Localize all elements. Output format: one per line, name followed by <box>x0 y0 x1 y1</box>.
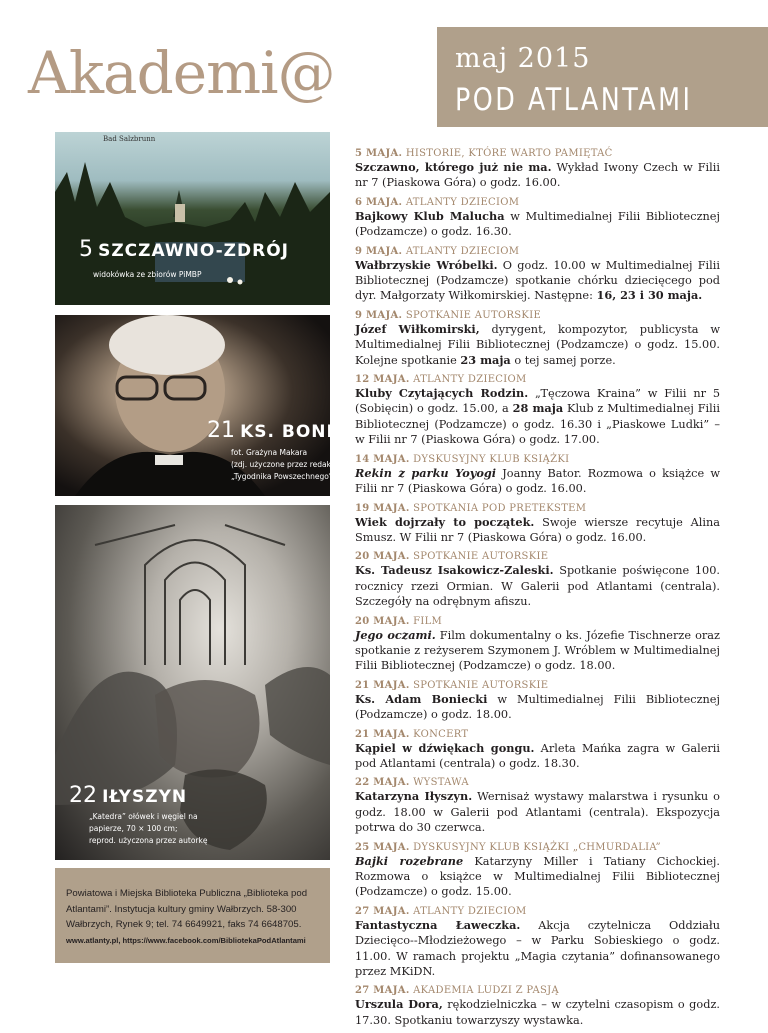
event-header <box>355 550 720 563</box>
event-header <box>355 841 720 854</box>
event-category: KONCERT <box>409 728 469 740</box>
photo-label-22 <box>69 783 187 808</box>
event-date: 25 MAJA. <box>355 841 410 853</box>
event-title: Urszula Dora, <box>355 997 443 1012</box>
event-header <box>355 728 720 741</box>
photo-number: 5 <box>79 237 93 262</box>
event-category: AKADEMIA LUDZI Z PASJĄ <box>409 985 559 997</box>
event-date: 20 MAJA. <box>355 615 410 627</box>
header-box <box>437 27 768 127</box>
event-item <box>355 550 720 609</box>
event-category: ATLANTY DZIECIOM <box>409 374 527 386</box>
event-title: Ks. Tadeusz Isakowicz-Zaleski. <box>355 563 554 578</box>
event-category: ATLANTY DZIECIOM <box>402 196 520 208</box>
event-date: 9 MAJA. <box>355 309 403 321</box>
event-description: Katarzyna Iłyszyn. Wernisaż wystawy malarstwa i rysunku o godz. 18.00 w Galerii pod Atlantami (centrala). Ekspozycja potrwa do 30 czerwca. <box>355 789 720 835</box>
event-date: 21 MAJA. <box>355 728 410 740</box>
event-category: ATLANTY DZIECIOM <box>402 245 520 257</box>
event-item <box>355 728 720 772</box>
event-header <box>355 679 720 692</box>
event-description: Józef Wiłkomirski, dyrygent, kompozytor, publicysta w Multimedialnej Filii Bibliotecznej (Podzamcze) o godz. 15.00. Kolejne spotkanie 23 maja o tej samej porze. <box>355 321 720 367</box>
event-description: Wiek dojrzały to początek. Swoje wiersze recytuje Alina Smusz. W Filii nr 7 (Piaskowa Góra) o godz. 16.00. <box>355 514 720 544</box>
footer-web-link[interactable]: www.atlanty.pl, https://www.facebook.com/BibliotekaPodAtlantami <box>66 936 306 945</box>
event-category: SPOTKANIE AUTORSKIE <box>409 679 549 691</box>
photo-caption-line: „Katedra” ołówek i węgiel na <box>89 812 198 821</box>
event-header <box>355 984 720 997</box>
event-item <box>355 245 720 304</box>
event-date: 19 MAJA. <box>355 502 410 514</box>
event-category: DYSKUSYJNY KLUB KSIĄŻKI <box>409 453 570 465</box>
photo-caption-line: fot. Grażyna Makara <box>231 448 308 457</box>
event-date: 27 MAJA. <box>355 985 410 997</box>
event-title: Jego oczami. <box>355 627 436 642</box>
event-description: Bajkowy Klub Malucha w Multimedialnej Filii Bibliotecznej (Podzamcze) o godz. 16.30. <box>355 208 720 239</box>
photo-boniecki <box>55 315 382 496</box>
event-title: Rekin z parku Yoyogi <box>355 465 497 480</box>
event-title: Fantastyczna Ławeczka. <box>355 917 521 932</box>
event-title: Kąpiel w dźwiękach gongu. <box>355 740 535 755</box>
event-category: SPOTKANIE AUTORSKIE <box>409 551 549 563</box>
event-date: 12 MAJA. <box>355 374 410 386</box>
event-description: Urszula Dora, rękodzielniczka – w czytelni czasopism o godz. 17.30. Spotkaniu towarzyszy wystawka. <box>355 997 720 1027</box>
event-description: Bajki rozebrane Katarzyny Miller i Tatiany Cichockiej. Rozmowa o książce w Multimedialnej Filii Bibliotecznej (Podzamcze) o godz. 15.00. <box>355 853 720 899</box>
event-item <box>355 502 720 546</box>
event-header <box>355 245 720 258</box>
event-item <box>355 905 720 980</box>
event-category: HISTORIE, KTÓRE WARTO PAMIĘTAĆ <box>402 148 613 159</box>
photo-number: 21 <box>207 418 235 443</box>
event-description: Jego oczami. Film dokumentalny o ks. Józefie Tischnerze oraz spotkanie z reżyserem Szymonem J. Wróblem w Multimedialnej Filii Bibliotecznej (Podzamcze) o godz. 18.00. <box>355 627 720 673</box>
event-category: WYSTAWA <box>409 777 469 789</box>
header-place: POD ATLANTAMI <box>455 82 693 118</box>
event-header <box>355 905 720 918</box>
event-title: Bajki rozebrane <box>355 853 464 868</box>
event-item <box>355 679 720 723</box>
photo-caption-line: „Tygodnika Powszechnego”) <box>231 472 336 481</box>
brand-title: Akademi@ <box>28 39 335 107</box>
event-date: 20 MAJA. <box>355 551 410 563</box>
events-list <box>355 147 720 1033</box>
event-title: Wałbrzyskie Wróbelki. <box>355 257 498 272</box>
photo-caption-line: reprod. użyczona przez autorkę <box>89 836 208 845</box>
event-description: Ks. Adam Boniecki w Multimedialnej Filii Bibliotecznej (Podzamcze) o godz. 18.00. <box>355 691 720 722</box>
event-description: Kluby Czytających Rodzin. „Tęczowa Kraina” w Filii nr 5 (Sobięcin) o godz. 15.00, a 28 maja Klub z Multimedialnej Filii Bibliotecznej (Podzamcze) o godz. 16.30 i „Piaskowe Ludki” – w Filii nr 7 (Piaskowa Góra) o godz. 17.00. <box>355 386 721 447</box>
event-description: Wałbrzyskie Wróbelki. O godz. 10.00 w Multimedialnej Filii Bibliotecznej (Podzamcze) spotkanie chórku dziecięcego pod dyr. Małgorzaty Wiłkomirskiej. Następne: 16, 23 i 30 maja. <box>355 257 720 303</box>
event-date: 21 MAJA. <box>355 679 410 691</box>
event-title: Bajkowy Klub Malucha <box>355 208 505 223</box>
photo-title: IŁYSZYN <box>102 787 188 807</box>
event-title: Józef Wiłkomirski, <box>355 321 480 336</box>
photo-caption <box>93 269 201 281</box>
event-description: Kąpiel w dźwiękach gongu. Arleta Mańka zagra w Galerii pod Atlantami (centrala) o godz. 18.30. <box>355 740 721 770</box>
event-date: 5 MAJA. <box>355 148 403 159</box>
event-header <box>355 776 720 789</box>
photo-szczawno <box>55 132 330 305</box>
event-header <box>355 147 720 160</box>
event-item <box>355 373 720 448</box>
event-item <box>355 841 720 900</box>
event-description: Szczawno, którego już nie ma. Wykład Iwony Czech w Filii nr 7 (Piaskowa Góra) o godz. 16.00. <box>355 160 720 190</box>
photo-caption-line: papierze, 70 × 100 cm; <box>89 824 178 833</box>
photo-title: SZCZAWNO-ZDRÓJ <box>98 241 289 261</box>
event-header <box>355 502 720 515</box>
event-title: Kluby Czytających Rodzin. <box>355 386 529 401</box>
event-item <box>355 147 720 191</box>
header-month: maj 2015 <box>455 43 591 74</box>
event-header <box>355 196 720 209</box>
event-title: Ks. Adam Boniecki <box>355 691 488 706</box>
event-category: ATLANTY DZIECIOM <box>409 905 527 917</box>
event-date-highlight: 16, 23 i 30 maja. <box>596 288 703 303</box>
event-item <box>355 984 720 1028</box>
event-item <box>355 776 720 835</box>
photo-ilyszyn <box>55 505 330 860</box>
event-description: Fantastyczna Ławeczka. Akcja czytelnicza Oddziału Dziecięco--Młodzieżowego – w Parku Sobieskiego o godz. 11.00. W ramach projektu „Magia czytania” dofinansowanego przez MKiDN. <box>355 917 720 979</box>
photo-number: 22 <box>69 783 97 808</box>
event-category: SPOTKANIA POD PRETEKSTEM <box>409 502 587 514</box>
event-date-highlight: 28 maja <box>512 401 564 416</box>
event-item <box>355 453 720 497</box>
event-date: 14 MAJA. <box>355 453 410 465</box>
event-header <box>355 453 720 466</box>
event-description: Rekin z parku Yoyogi Joanny Bator. Rozmowa o książce w Filii nr 7 (Piaskowa Góra) o godz. 16.00. <box>355 465 720 496</box>
event-category: FILM <box>409 615 443 627</box>
event-header <box>355 309 720 322</box>
event-title: Wiek dojrzały to początek. <box>355 514 535 529</box>
footer-text: Powiatowa i Miejska Biblioteka Publiczna „Biblioteka pod Atlantami”. Instytucja kultury gminy Wałbrzych. 58-300 Wałbrzych, Rynek 9; tel. 74 6649921, faks 74 6648705. <box>66 888 308 930</box>
event-item <box>355 309 720 368</box>
photo-caption <box>89 811 207 847</box>
event-title: Szczawno, którego już nie ma. <box>355 160 552 174</box>
event-date: 22 MAJA. <box>355 777 410 789</box>
event-title: Katarzyna Iłyszyn. <box>355 789 473 804</box>
event-date: 27 MAJA. <box>355 905 410 917</box>
event-description: Ks. Tadeusz Isakowicz-Zaleski. Spotkanie poświęcone 100. rocznicy rzezi Ormian. W Galerii pod Atlantami (centrala). Szczegóły na odrębnym afiszu. <box>355 563 720 609</box>
event-date-highlight: 23 maja <box>460 352 511 367</box>
event-category: DYSKUSYJNY KLUB KSIĄŻKI „CHMURDALIA” <box>409 841 661 853</box>
photo-label-5 <box>79 237 289 262</box>
footer-box <box>55 868 330 963</box>
event-date: 9 MAJA. <box>355 245 403 257</box>
event-header <box>355 615 720 628</box>
event-item <box>355 196 720 240</box>
event-date: 6 MAJA. <box>355 196 403 208</box>
photo-top-caption: Bad Salzbrunn <box>103 135 156 143</box>
photo-caption <box>231 447 342 483</box>
event-item <box>355 615 720 674</box>
photo-caption-line: (zdj. użyczone przez redakcję <box>231 460 342 469</box>
event-header <box>355 373 720 386</box>
event-category: SPOTKANIE AUTORSKIE <box>402 309 542 321</box>
photo-caption-line: widokówka ze zbiorów PiMBP <box>93 270 202 279</box>
photo-title: KS. BONIECKI <box>240 422 382 442</box>
